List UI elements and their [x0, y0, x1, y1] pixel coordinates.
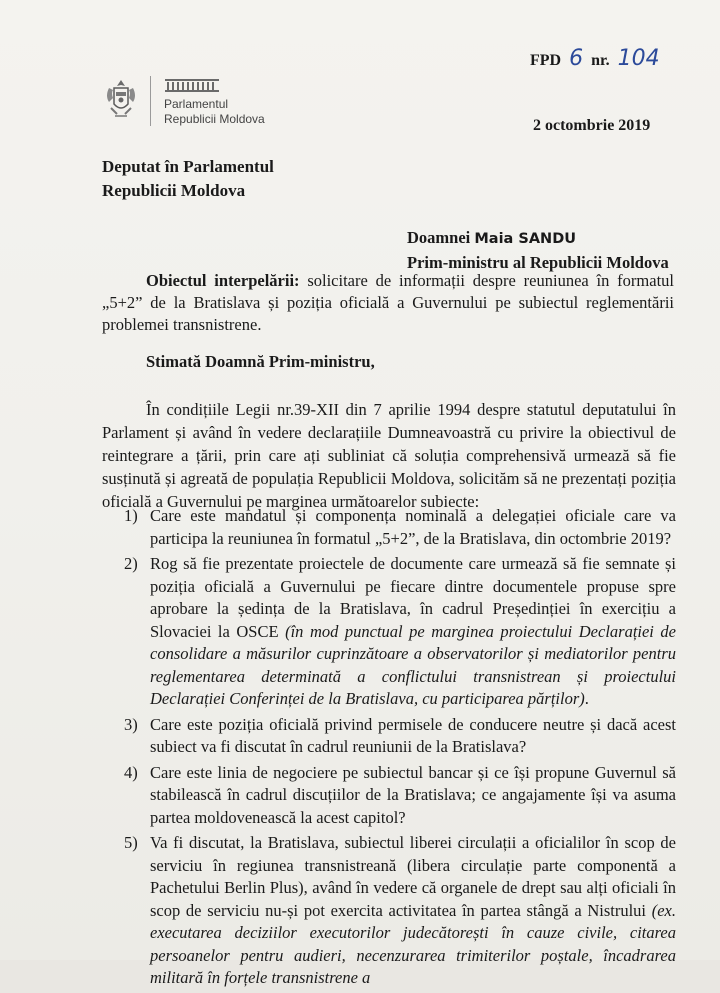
list-item-text: Care este mandatul și componența nominală a delegației oficiale care va participa la reuniunea în formatul „5+2”, de la Bratislava, din octombrie 2019? — [150, 506, 676, 548]
moldova-coat-of-arms-icon — [103, 78, 139, 122]
logo-line-2: Republicii Moldova — [164, 112, 265, 126]
fpd-handwritten-number: 6 — [569, 46, 584, 71]
parliament-building-icon — [164, 77, 220, 93]
sender-line-2: Republicii Moldova — [102, 181, 246, 200]
logo-divider — [150, 76, 151, 126]
recipient-prefix: Doamnei — [407, 228, 471, 247]
list-item — [102, 714, 676, 759]
fpd-label: FPD — [530, 52, 562, 69]
list-item-italic-text: (în mod punctual pe marginea proiectului Declarației de consolidare a măsurilor cuprinzătoare a observatorilor și mediatorilor pentru reglementarea determinată a conflictului transnistrean și proiectului Declarației Conferinței de la Bratislava, cu participarea părților) — [150, 621, 676, 708]
recipient-name: Maia SANDU — [474, 231, 577, 247]
sender-block — [102, 155, 274, 203]
list-item-number: 5) — [124, 833, 138, 852]
list-item-tail: . — [584, 689, 589, 708]
questions-list — [102, 505, 676, 993]
salutation: Stimată Doamnă Prim-ministru, — [146, 352, 375, 371]
nr-label: nr. — [591, 52, 610, 69]
recipient-title: Prim-ministru al Republicii Moldova — [407, 253, 669, 272]
subject-paragraph — [102, 270, 674, 336]
document-date: 2 octombrie 2019 — [533, 117, 651, 134]
registration-number — [530, 46, 660, 71]
list-item — [102, 832, 676, 990]
list-item-text: Rog să fie prezentate proiectele de documente care urmează să fie semnate și poziția oficială a Guvernului pe fiecare dintre documentele propuse spre aprobare la ședința de la Bratislava, în cadrul Președinției în exercițiu a Slovaciei la OSCE — [150, 554, 676, 641]
subject-label: Obiectul interpelării: — [146, 271, 300, 290]
list-item-text: Va fi discutat, la Bratislava, subiectul liberei circulații a oficialilor în scop de serviciu în regiunea transnistreană (libera circulație parte componentă a Pachetului Berlin Plus), având în vedere că organele de drept sau alți oficiali în scop de serviciu nu-și pot exercita activitatea în partea stângă a Nistrului — [150, 833, 676, 920]
list-item-italic-text: (ex. executarea deciziilor executorilor judecătorești în cauze civile, citarea persoanelor pentru audieri, necenzurarea trimiterilor poștale, încadrarea militară în forțele transnistrene a — [150, 900, 676, 987]
list-item — [102, 762, 676, 830]
list-item-number: 3) — [124, 714, 138, 734]
sender-line-1: Deputat în Parlamentul — [102, 157, 274, 176]
recipient-name-line — [407, 226, 669, 251]
subject-text: solicitare de informații despre reuniunea în formatul „5+2” de la Bratislava și poziția oficială a Guvernului pe subiectul reglementării problemei transnistrene. — [102, 271, 674, 334]
recipient-block — [407, 226, 669, 274]
list-item — [102, 505, 676, 550]
list-item — [102, 553, 676, 711]
logo-line-1: Parlamentul — [164, 97, 229, 111]
list-item-text: Care este poziția oficială privind permisele de conducere neutre și dacă acest subiect va fi discutat în cadrul reuniunii de la Bratislava? — [150, 714, 676, 756]
list-item-number: 4) — [124, 762, 138, 782]
intro-paragraph: În condițiile Legii nr.39-XII din 7 aprilie 1994 despre statutul deputatului în Parlament și având în vedere declarațiile Dumneavoastră cu privire la obiectivul de reintegrare a țării, prin care ați subliniat că soluția comprehensivă urmează să fie susținută și agreată de populația Republicii Moldova, solicităm să ne prezentați poziția oficială a Guvernului pe marginea următoarelor subiecte: — [102, 400, 676, 511]
logo-text — [164, 97, 265, 127]
list-item-number: 1) — [124, 506, 138, 525]
nr-handwritten-number: 104 — [617, 46, 660, 71]
list-item-number: 2) — [124, 554, 138, 573]
list-item-text: Care este linia de negociere pe subiectul bancar și ce își propune Guvernul să stabilească în cadrul discuțiilor de la Bratislava; ce angajamente își va asuma partea moldovenească la acest capitol? — [150, 762, 676, 827]
